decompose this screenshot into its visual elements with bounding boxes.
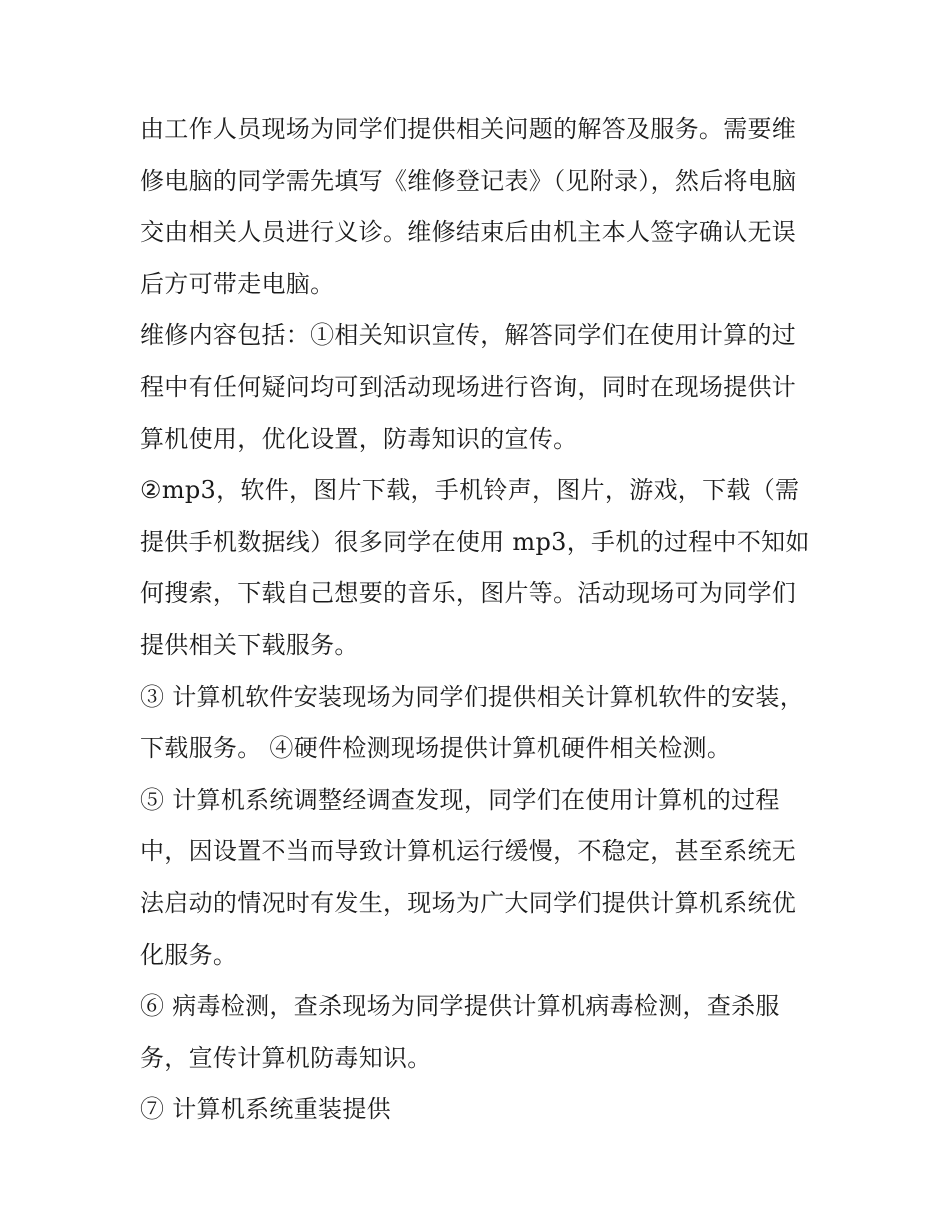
paragraph-service-intro: 由工作人员现场为同学们提供相关问题的解答及服务。需要维修电脑的同学需先填写《维修登记表》（见附录），然后将电脑交由相关人员进行义诊。维修结束后由机主本人签字确认无误后方可带走电脑。 <box>140 115 797 298</box>
paragraph-download-service: ②mp3，软件，图片下载，手机铃声，图片，游戏，下载（需提供手机数据线）很多同学在使用 mp3，手机的过程中不知如何搜索，下载自己想要的音乐，图片等。活动现场可为同学们提供相关下载服务。 <box>140 476 810 659</box>
document-body <box>140 104 820 1136</box>
paragraph-system-tuning: ⑤ 计算机系统调整经调查发现，同学们在使用计算机的过程中，因设置不当而导致计算机运行缓慢，不稳定，甚至系统无法启动的情况时有发生，现场为广大同学们提供计算机系统优化服务。 <box>140 785 797 969</box>
paragraph-system-reinstall: ⑦ 计算机系统重装提供 <box>140 1095 391 1124</box>
paragraph-software-install: ③ 计算机软件安装现场为同学们提供相关计算机软件的安装，下载服务。 ④硬件检测现场提供计算机硬件相关检测。 <box>140 682 805 763</box>
paragraph-repair-content: 维修内容包括：①相关知识宣传，解答同学们在使用计算的过程中有任何疑问均可到活动现场进行咨询，同时在现场提供计算机使用，优化设置，防毒知识的宣传。 <box>140 321 797 453</box>
paragraph-virus-check: ⑥ 病毒检测，查杀现场为同学提供计算机病毒检测，查杀服务，宣传计算机防毒知识。 <box>140 992 780 1072</box>
